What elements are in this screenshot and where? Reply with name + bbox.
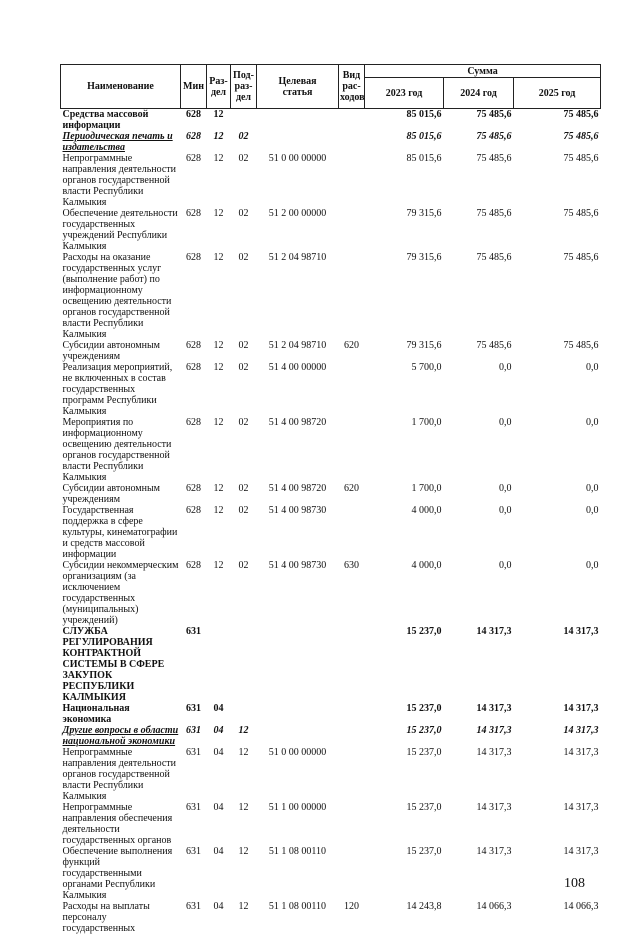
cell-target: 51 1 08 00110: [257, 846, 339, 901]
cell-min: 628: [181, 153, 207, 208]
table-row: [61, 505, 601, 560]
cell-2023: 79 315,6: [365, 340, 444, 362]
cell-podrazdel: 12: [231, 901, 257, 934]
table-row: [61, 901, 601, 934]
cell-podrazdel: 02: [231, 362, 257, 417]
cell-podrazdel: 02: [231, 252, 257, 340]
cell-2023: 5 700,0: [365, 362, 444, 417]
cell-razdel: 04: [207, 703, 231, 725]
table-row: [61, 109, 601, 132]
cell-vid: 620: [339, 340, 365, 362]
table-row: [61, 153, 601, 208]
cell-name: Обеспечение деятельности государственных учреждений Республики Калмыкия: [61, 208, 181, 252]
table-row: [61, 626, 601, 703]
cell-name: Мероприятия по информационному освещению деятельности органов государственной власти Республики Калмыкия: [61, 417, 181, 483]
cell-razdel: 12: [207, 505, 231, 560]
cell-razdel: 12: [207, 560, 231, 626]
cell-2024: 0,0: [444, 483, 514, 505]
cell-min: 628: [181, 560, 207, 626]
col-header-podrazdel: Под- раз- дел: [231, 65, 257, 109]
cell-razdel: 04: [207, 846, 231, 901]
cell-razdel: 12: [207, 252, 231, 340]
cell-2025: 75 485,6: [514, 131, 601, 153]
cell-2024: 0,0: [444, 362, 514, 417]
cell-min: 628: [181, 362, 207, 417]
table-row: [61, 483, 601, 505]
cell-2024: 75 485,6: [444, 131, 514, 153]
cell-2024: 75 485,6: [444, 252, 514, 340]
col-header-min: Мин: [181, 65, 207, 109]
cell-vid: [339, 362, 365, 417]
cell-2024: 14 066,3: [444, 901, 514, 934]
cell-podrazdel: 02: [231, 483, 257, 505]
col-header-target: Целевая статья: [257, 65, 339, 109]
cell-podrazdel: [231, 626, 257, 703]
cell-podrazdel: 12: [231, 802, 257, 846]
cell-2025: 75 485,6: [514, 109, 601, 132]
cell-razdel: 04: [207, 802, 231, 846]
cell-2025: 0,0: [514, 417, 601, 483]
cell-2024: 14 317,3: [444, 725, 514, 747]
cell-razdel: 12: [207, 109, 231, 132]
cell-podrazdel: 02: [231, 505, 257, 560]
cell-2023: 15 237,0: [365, 747, 444, 802]
cell-razdel: 12: [207, 483, 231, 505]
cell-razdel: 12: [207, 362, 231, 417]
page-number: 108: [564, 876, 585, 892]
cell-vid: [339, 153, 365, 208]
cell-vid: 620: [339, 483, 365, 505]
table-row: [61, 131, 601, 153]
cell-2025: 0,0: [514, 362, 601, 417]
cell-2023: 4 000,0: [365, 560, 444, 626]
cell-vid: [339, 109, 365, 132]
cell-min: 631: [181, 747, 207, 802]
cell-2023: 15 237,0: [365, 802, 444, 846]
cell-2025: 75 485,6: [514, 153, 601, 208]
cell-podrazdel: 02: [231, 208, 257, 252]
table-row: [61, 703, 601, 725]
cell-2023: 14 243,8: [365, 901, 444, 934]
cell-name: Непрограммные направления деятельности органов государственной власти Республики Калмыкия: [61, 153, 181, 208]
col-header-2025: 2025 год: [514, 78, 601, 109]
cell-min: 628: [181, 483, 207, 505]
cell-2023: 15 237,0: [365, 626, 444, 703]
cell-name: Государственная поддержка в сфере культуры, кинематографии и средств массовой информации: [61, 505, 181, 560]
cell-vid: [339, 703, 365, 725]
table-row: [61, 846, 601, 901]
cell-2025: 0,0: [514, 505, 601, 560]
cell-target: 51 2 04 98710: [257, 340, 339, 362]
table-row: [61, 560, 601, 626]
cell-2024: 14 317,3: [444, 846, 514, 901]
table-row: [61, 725, 601, 747]
col-header-sum: Сумма: [365, 65, 601, 78]
cell-2025: 14 317,3: [514, 725, 601, 747]
cell-name: Реализация мероприятий, не включенных в состав государственных программ Республики Калмыкия: [61, 362, 181, 417]
cell-min: 628: [181, 252, 207, 340]
cell-razdel: 04: [207, 747, 231, 802]
cell-2024: 0,0: [444, 560, 514, 626]
cell-name: Непрограммные направления обеспечения деятельности государственных органов: [61, 802, 181, 846]
cell-2023: 85 015,6: [365, 109, 444, 132]
cell-min: 631: [181, 626, 207, 703]
cell-target: 51 4 00 98730: [257, 560, 339, 626]
col-header-name: Наименование: [61, 65, 181, 109]
cell-vid: [339, 626, 365, 703]
table-row: [61, 340, 601, 362]
cell-razdel: 12: [207, 340, 231, 362]
cell-target: [257, 703, 339, 725]
cell-podrazdel: 12: [231, 846, 257, 901]
cell-2023: 79 315,6: [365, 252, 444, 340]
cell-2025: 0,0: [514, 560, 601, 626]
cell-name: Средства массовой информации: [61, 109, 181, 132]
table-row: [61, 417, 601, 483]
cell-min: 628: [181, 208, 207, 252]
cell-razdel: [207, 626, 231, 703]
cell-vid: [339, 252, 365, 340]
cell-target: 51 4 00 98720: [257, 483, 339, 505]
cell-razdel: 12: [207, 153, 231, 208]
cell-2024: 14 317,3: [444, 703, 514, 725]
cell-name: Субсидии автономным учреждениям: [61, 340, 181, 362]
col-header-2023: 2023 год: [365, 78, 444, 109]
table-row: [61, 252, 601, 340]
cell-razdel: 04: [207, 725, 231, 747]
cell-vid: 120: [339, 901, 365, 934]
cell-target: 51 4 00 98730: [257, 505, 339, 560]
cell-2023: 4 000,0: [365, 505, 444, 560]
cell-target: 51 2 04 98710: [257, 252, 339, 340]
cell-min: 628: [181, 131, 207, 153]
cell-2024: 75 485,6: [444, 208, 514, 252]
cell-min: 631: [181, 703, 207, 725]
cell-name: Расходы на оказание государственных услуг (выполнение работ) по информационному освещению деятельности органов государственной власти Республики Калмыкия: [61, 252, 181, 340]
cell-target: [257, 725, 339, 747]
cell-podrazdel: 02: [231, 131, 257, 153]
cell-min: 628: [181, 417, 207, 483]
cell-podrazdel: [231, 703, 257, 725]
cell-target: [257, 626, 339, 703]
cell-2025: 14 317,3: [514, 703, 601, 725]
cell-vid: [339, 846, 365, 901]
cell-vid: [339, 747, 365, 802]
cell-razdel: 12: [207, 131, 231, 153]
cell-2023: 1 700,0: [365, 483, 444, 505]
table-row: [61, 802, 601, 846]
cell-2024: 75 485,6: [444, 340, 514, 362]
cell-min: 631: [181, 901, 207, 934]
cell-min: 628: [181, 505, 207, 560]
cell-podrazdel: 02: [231, 153, 257, 208]
cell-target: 51 2 00 00000: [257, 208, 339, 252]
cell-2025: 75 485,6: [514, 340, 601, 362]
cell-vid: [339, 208, 365, 252]
col-header-vid: Вид рас- ходов: [339, 65, 365, 109]
cell-name: Периодическая печать и издательства: [61, 131, 181, 153]
cell-2025: 14 317,3: [514, 846, 601, 901]
cell-min: 628: [181, 340, 207, 362]
cell-2024: 14 317,3: [444, 626, 514, 703]
cell-2025: 14 317,3: [514, 747, 601, 802]
cell-2024: 75 485,6: [444, 153, 514, 208]
cell-2023: 85 015,6: [365, 131, 444, 153]
cell-target: 51 4 00 00000: [257, 362, 339, 417]
cell-2025: 14 317,3: [514, 802, 601, 846]
cell-podrazdel: 02: [231, 340, 257, 362]
cell-2024: 14 317,3: [444, 747, 514, 802]
col-header-razdel: Раз- дел: [207, 65, 231, 109]
cell-target: 51 0 00 00000: [257, 747, 339, 802]
cell-target: 51 0 00 00000: [257, 153, 339, 208]
cell-min: 631: [181, 725, 207, 747]
cell-2023: 79 315,6: [365, 208, 444, 252]
cell-2024: 0,0: [444, 505, 514, 560]
cell-min: 628: [181, 109, 207, 132]
cell-name: СЛУЖБА РЕГУЛИРОВАНИЯ КОНТРАКТНОЙ СИСТЕМЫ В СФЕРЕ ЗАКУПОК РЕСПУБЛИКИ КАЛМЫКИЯ: [61, 626, 181, 703]
cell-razdel: 12: [207, 417, 231, 483]
cell-name: Субсидии автономным учреждениям: [61, 483, 181, 505]
cell-2025: 0,0: [514, 483, 601, 505]
cell-name: Непрограммные направления деятельности органов государственной власти Республики Калмыкия: [61, 747, 181, 802]
cell-vid: [339, 131, 365, 153]
cell-2025: 75 485,6: [514, 252, 601, 340]
cell-name: Расходы на выплаты персоналу государственных: [61, 901, 181, 934]
cell-vid: [339, 802, 365, 846]
cell-podrazdel: 12: [231, 747, 257, 802]
cell-target: 51 4 00 98720: [257, 417, 339, 483]
cell-2023: 1 700,0: [365, 417, 444, 483]
cell-podrazdel: 02: [231, 560, 257, 626]
cell-podrazdel: 02: [231, 417, 257, 483]
cell-target: [257, 109, 339, 132]
cell-2024: 75 485,6: [444, 109, 514, 132]
cell-min: 631: [181, 802, 207, 846]
cell-2023: 15 237,0: [365, 846, 444, 901]
cell-target: [257, 131, 339, 153]
table-row: [61, 362, 601, 417]
table-body: [61, 109, 601, 934]
table-row: [61, 747, 601, 802]
cell-name: Национальная экономика: [61, 703, 181, 725]
cell-2025: 14 317,3: [514, 626, 601, 703]
cell-min: 631: [181, 846, 207, 901]
cell-name: Субсидии некоммерческим организациям (за исключением государственных (муниципальных) учреждений): [61, 560, 181, 626]
table-row: [61, 208, 601, 252]
cell-podrazdel: [231, 109, 257, 132]
col-header-2024: 2024 год: [444, 78, 514, 109]
cell-target: 51 1 08 00110: [257, 901, 339, 934]
cell-razdel: 12: [207, 208, 231, 252]
cell-vid: [339, 505, 365, 560]
cell-2024: 14 317,3: [444, 802, 514, 846]
cell-name: Другие вопросы в области национальной экономики: [61, 725, 181, 747]
cell-vid: [339, 725, 365, 747]
cell-2023: 15 237,0: [365, 725, 444, 747]
cell-target: 51 1 00 00000: [257, 802, 339, 846]
cell-2025: 75 485,6: [514, 208, 601, 252]
cell-2025: 14 066,3: [514, 901, 601, 934]
cell-vid: 630: [339, 560, 365, 626]
cell-name: Обеспечение выполнения функций государственными органами Республики Калмыкия: [61, 846, 181, 901]
cell-razdel: 04: [207, 901, 231, 934]
budget-table: [60, 64, 601, 934]
cell-podrazdel: 12: [231, 725, 257, 747]
cell-2024: 0,0: [444, 417, 514, 483]
cell-vid: [339, 417, 365, 483]
cell-2023: 85 015,6: [365, 153, 444, 208]
cell-2023: 15 237,0: [365, 703, 444, 725]
